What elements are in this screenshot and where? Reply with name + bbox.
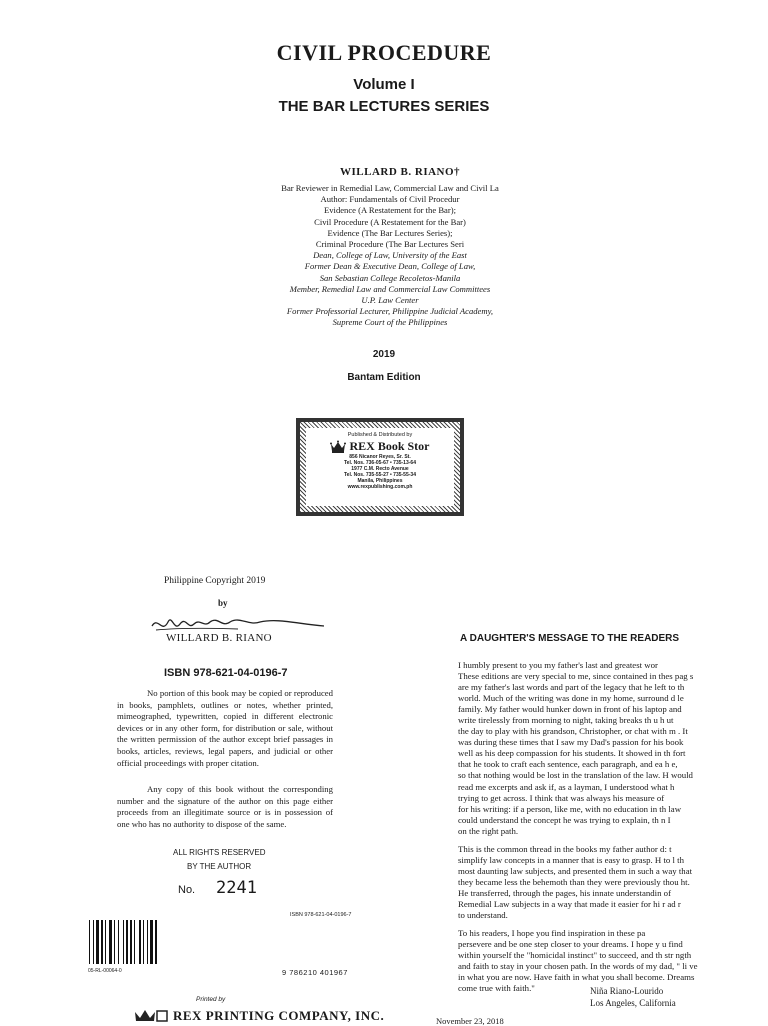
barcode-icon [88, 920, 174, 966]
rights-reserved: ALL RIGHTS RESERVED [173, 848, 266, 857]
message-line: so that nothing would be lost in the translation of the law. H would [458, 770, 693, 781]
printer-logo-icon [133, 1006, 169, 1024]
message-line: that he took to craft each sentence, each paragraph, and ea h e, [458, 759, 678, 770]
message-date: November 23, 2018 [436, 1016, 504, 1026]
message-signature-place: Los Angeles, California [590, 998, 676, 1008]
message-line: well as his deep compassion for his students. It showed in th fort [458, 748, 686, 759]
isbn-number: ISBN 978-621-04-0196-7 [164, 667, 288, 679]
publisher-stamp [296, 418, 464, 516]
credential-line: Member, Remedial Law and Commercial Law Committees [289, 283, 491, 294]
message-line: trying to get across. I think that was always his measure of [458, 792, 665, 803]
message-line: are my father's last words and part of the legacy that he left to th [458, 682, 685, 693]
message-line: in what you are now. Have faith in what you shall become. Dreams [458, 972, 695, 983]
publication-year: 2019 [372, 349, 396, 360]
by-label: by [218, 598, 228, 608]
message-line: I humbly present to you my father's last and greatest wor [458, 660, 658, 670]
message-line: These editions are very special to me, since contained in thes pag s [458, 671, 694, 682]
message-line: to understand. [458, 910, 508, 921]
credential-line: Dean, College of Law, University of the East [313, 250, 467, 261]
credential-line: Evidence (The Bar Lectures Series); [327, 227, 453, 238]
printed-by-label: Printed by [196, 996, 226, 1003]
message-line: family. My father would hunker down in front of his laptop and [458, 704, 682, 715]
publisher-address-line: 856 Nicanor Reyes, Sr. St. [349, 454, 411, 460]
credential-line: Author: Fundamentals of Civil Procedur [320, 194, 460, 205]
publisher-label: Published & Distributed by [347, 432, 413, 438]
message-line: within yourself the "homicidal instinct" to succeed, and th str ngth [458, 950, 692, 961]
message-line: for his writing: if a person, like me, with no education in th law [458, 803, 682, 814]
message-paragraph [438, 928, 714, 994]
copyright-line: Philippine Copyright 2019 [164, 576, 266, 586]
message-line: they became less the behemoth than they were previously thou ht. [458, 876, 690, 887]
message-line: world. Much of the writing was done in my home, surround d le [458, 693, 684, 704]
printer-name: REX PRINTING COMPANY, INC. [173, 1008, 385, 1023]
credential-line: Former Professorial Lecturer, Philippine Judicial Academy, [286, 306, 494, 317]
message-line: He transferred, through the pages, his innate understandin of [458, 887, 672, 898]
number-label: No. [178, 884, 196, 896]
volume-label: Volume I [353, 76, 415, 93]
message-line: Remedial Law subjects in a way that made it easier for hi r ad r [458, 898, 681, 909]
message-line: simplify law concepts in a manner that is easy to grasp. H to l th [458, 854, 684, 865]
series-label: THE BAR LECTURES SERIES [278, 98, 490, 115]
publisher-address-line: Manila, Philippines [357, 478, 403, 484]
message-body [438, 660, 714, 1001]
publisher-address-line: Tel. Nos. 736-05-67 • 735-13-64 [344, 460, 416, 466]
message-line: and faith to stay in your chosen path. In the words of my dad, " li ve [458, 961, 698, 972]
message-line: This is the common thread in the books my father author d: t [458, 843, 672, 854]
message-line: most daunting law subjects, and presented them in such a way that [458, 865, 693, 876]
message-line: To his readers, I hope you find inspiration in these pa [458, 928, 646, 939]
barcode-digits: 9 786210 401967 [282, 968, 348, 977]
author-credentials [240, 183, 540, 329]
copyright-notice: No portion of this book may be copied or reproduced in books, pamphlets, outlines or notes, whether printed, mimeographed, typewritten, copied in different electronic devices or in any other form, for distribution or sale, without the written permission of the author except brief passages in books, articles, reviews, legal papers, and judicial or other official proceedings with proper citation. [117, 688, 333, 768]
author-name: WILLARD B. RIANO† [340, 166, 461, 178]
credential-line: Criminal Procedure (The Bar Lectures Seri [315, 239, 465, 250]
message-line: the day to play with his grandson, Christopher, or chat with m . It [458, 726, 688, 737]
book-title: CIVIL PROCEDURE [276, 40, 492, 65]
credential-line: Bar Reviewer in Remedial Law, Commercial Law and Civil La [281, 183, 499, 193]
rights-by-author: BY THE AUTHOR [187, 862, 252, 871]
publisher-website: www.rexpublishing.com.ph [347, 484, 413, 490]
message-line: on the right path. [458, 825, 519, 836]
isbn-small: ISBN 978-621-04-0196-7 [290, 912, 352, 918]
publisher-address-line: Tel. Nos. 735-55-27 • 735-55-34 [344, 472, 416, 478]
publisher-name: REX Book Stor [349, 439, 430, 453]
publisher-address-line: 1977 C.M. Recto Avenue [351, 466, 409, 472]
credential-line: U.P. Law Center [361, 295, 419, 306]
barcode-code: 05-RL-00064-0 [88, 968, 122, 974]
serial-number: 2241 [216, 878, 257, 898]
credential-line: Supreme Court of the Philippines [332, 317, 448, 328]
credential-line: San Sebastian College Recoletos-Manila [319, 272, 461, 283]
credential-line: Former Dean & Executive Dean, College of Law, [304, 261, 476, 272]
message-title: A DAUGHTER'S MESSAGE TO THE READERS [460, 633, 680, 644]
credential-line: Civil Procedure (A Restatement for the Bar) [314, 216, 466, 227]
message-line: come true with faith." [458, 983, 535, 994]
message-line: persevere and be one step closer to your dreams. I hope y u find [458, 939, 683, 950]
credential-line: Evidence (A Restatement for the Bar); [324, 205, 456, 216]
message-paragraph [438, 844, 714, 921]
message-line: could understand the concept he was trying to explain, th n I [458, 814, 671, 825]
crown-icon [330, 440, 346, 453]
signature-name: WILLARD B. RIANO [166, 632, 272, 644]
edition-label: Bantam Edition [347, 372, 421, 383]
message-line: read me excerpts and ask if, as a layman, I understood what h [458, 781, 675, 792]
authenticity-notice: Any copy of this book without the corresponding number and the signature of the author on this page either proceeds from an illegitimate source or is in possession of one who has no authority to dispose of the same. [117, 784, 333, 829]
message-line: was during these times that I saw my Dad's passion for his book [458, 737, 684, 748]
message-line: write tirelessly from morning to night, taking breaks th u h ut [458, 715, 674, 726]
message-paragraph [438, 660, 714, 837]
message-signature-name: Niña Riano-Lourido [590, 986, 664, 996]
